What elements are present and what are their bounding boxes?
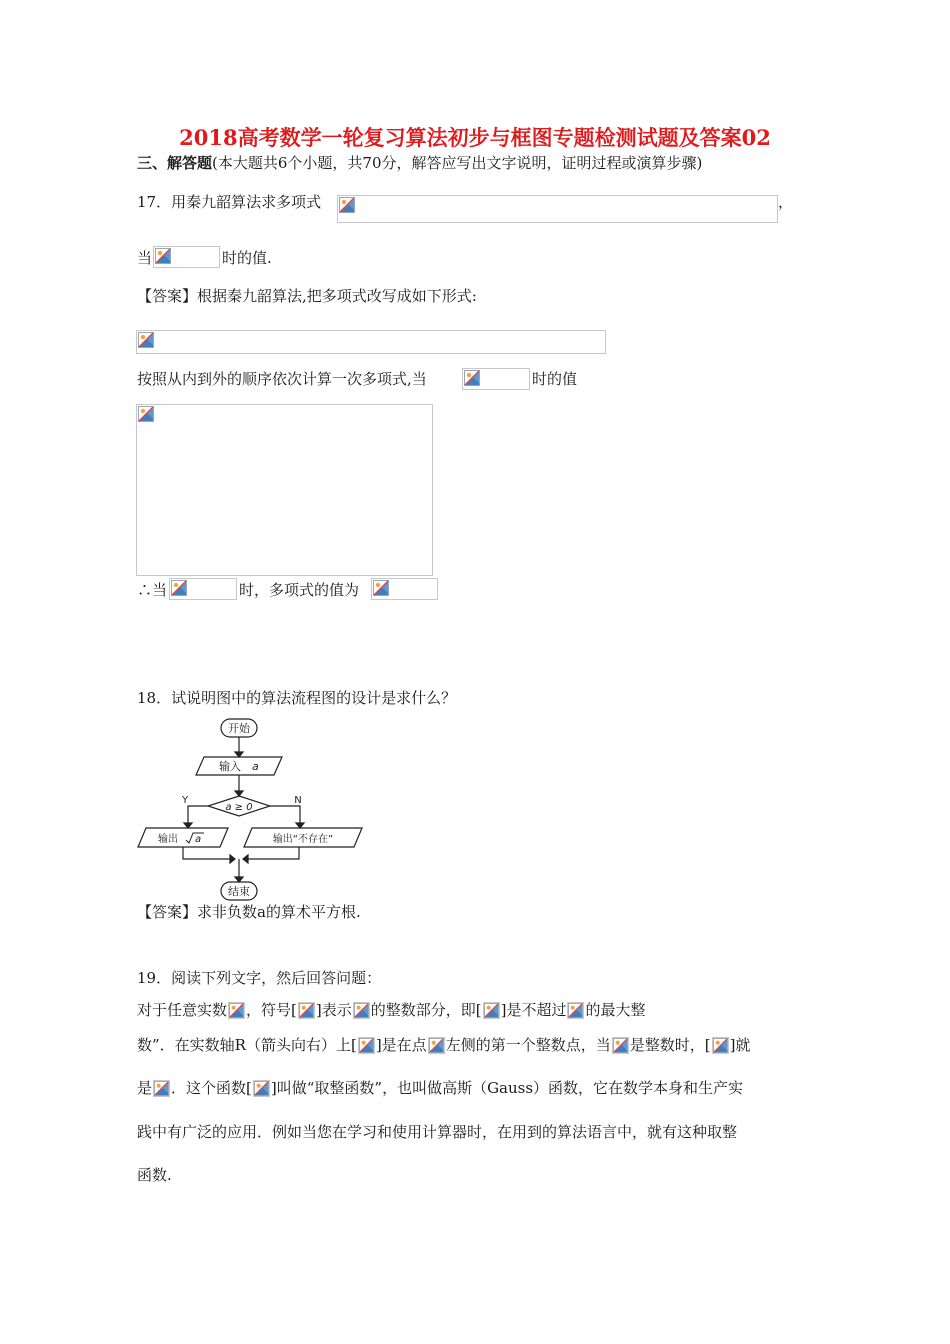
q17-conclusion-prefix: ∴当 [137, 581, 168, 599]
formula-image-icon [228, 1002, 245, 1019]
q19-paragraph-line-4: 践中有广泛的应用．例如当您在学习和使用计算器时，在用到的算法语言中，就有这种取整 [137, 1123, 738, 1141]
text-run: 对于任意实数 [137, 1001, 228, 1019]
q17-x-value-image-2 [462, 368, 530, 390]
section-note: (本大题共6个小题，共70分，解答应写出文字说明，证明过程或演算步骤) [212, 154, 703, 172]
flow-output-none-label: 输出“不存在” [272, 834, 334, 845]
broken-image-icon [171, 580, 187, 596]
flow-input-var: a [252, 760, 259, 773]
broken-image-icon [138, 332, 154, 348]
text-run: ]是不超过 [500, 1001, 567, 1019]
q17-when-suffix: 时的值. [222, 249, 272, 267]
broken-image-icon [464, 370, 480, 386]
formula-image-icon [567, 1002, 584, 1019]
broken-image-icon [373, 580, 389, 596]
q17-conclusion-mid: 时，多项式的值为 [239, 581, 360, 599]
q19-paragraph-line-1 [137, 1000, 645, 1020]
document-title: 2018高考数学一轮复习算法初步与框图专题检测试题及答案02 [179, 125, 771, 150]
section-header [137, 153, 702, 173]
text-run: 数”．在实数轴R（箭头向右）上[ [137, 1036, 357, 1054]
text-run: 是整数时，[ [629, 1036, 711, 1054]
formula-image-icon [353, 1002, 370, 1019]
formula-image-icon [483, 1002, 500, 1019]
q17-x-value-image [153, 246, 220, 268]
broken-image-icon [339, 197, 355, 213]
q19-paragraph-line-3 [137, 1078, 743, 1098]
answer-text: 根据秦九韶算法,把多项式改写成如下形式: [197, 287, 477, 305]
q17-order-text: 按照从内到外的顺序依次计算一次多项式,当 [137, 370, 427, 388]
q18-flowchart [130, 715, 370, 905]
formula-image-icon [612, 1037, 629, 1054]
q17-horner-form-image [136, 330, 606, 354]
text-run: 的最大整 [585, 1001, 646, 1019]
flow-decision-label: a ≥ 0 [225, 802, 253, 813]
q17-order-suffix: 时的值 [532, 370, 578, 388]
flow-yes-label: Y [181, 795, 189, 806]
text-run: ]表示 [315, 1001, 352, 1019]
flow-end-label: 结束 [228, 885, 250, 898]
text-run: ，符号[ [246, 1001, 297, 1019]
answer-text: 求非负数a的算术平方根. [197, 903, 361, 921]
q17-polynomial-image [337, 195, 778, 223]
q19-paragraph-line-2 [137, 1035, 750, 1055]
text-run: 左侧的第一个整数点，当 [445, 1036, 611, 1054]
q17-answer [137, 286, 477, 306]
section-label: 三、解答题 [137, 154, 213, 172]
q19-stem: 19．阅读下列文字，然后回答问题： [137, 969, 382, 987]
text-run: ]是在点 [375, 1036, 427, 1054]
q17-computation-image [136, 404, 433, 576]
formula-image-icon [298, 1002, 315, 1019]
text-run: ．这个函数[ [171, 1079, 252, 1097]
answer-label: 【答案】 [137, 287, 198, 305]
q17-stem-comma: ， [778, 193, 794, 211]
formula-image-icon [428, 1037, 445, 1054]
formula-image-icon [712, 1037, 729, 1054]
text-run: ]叫做“取整函数”，也叫做高斯（Gauss）函数，它在数学本身和生产实 [270, 1079, 744, 1097]
formula-image-icon [358, 1037, 375, 1054]
broken-image-icon [138, 406, 154, 422]
flow-output-sqrt-shape [138, 828, 228, 847]
q17-result-image [371, 578, 438, 600]
answer-label: 【答案】 [137, 903, 198, 921]
flow-input-label: 输入 [219, 760, 241, 773]
formula-image-icon [253, 1080, 270, 1097]
flow-output-sqrt-label: 输出 [158, 834, 178, 845]
flow-no-label: N [294, 795, 302, 806]
q17-stem: 17．用秦九韶算法求多项式 [137, 193, 322, 211]
formula-image-icon [153, 1080, 170, 1097]
flow-start-label: 开始 [228, 722, 250, 735]
q17-when-prefix: 当 [137, 249, 153, 267]
q18-stem: 18．试说明图中的算法流程图的设计是求什么？ [137, 689, 457, 707]
q19-paragraph-line-5: 函数. [137, 1166, 172, 1184]
text-run: ]就 [729, 1036, 751, 1054]
q18-answer [137, 902, 361, 922]
text-run: 的整数部分，即[ [370, 1001, 482, 1019]
text-run: 是 [137, 1079, 153, 1097]
broken-image-icon [155, 248, 171, 264]
q17-x-value-image-3 [169, 578, 237, 600]
flow-output-sqrt-var: a [195, 834, 202, 845]
